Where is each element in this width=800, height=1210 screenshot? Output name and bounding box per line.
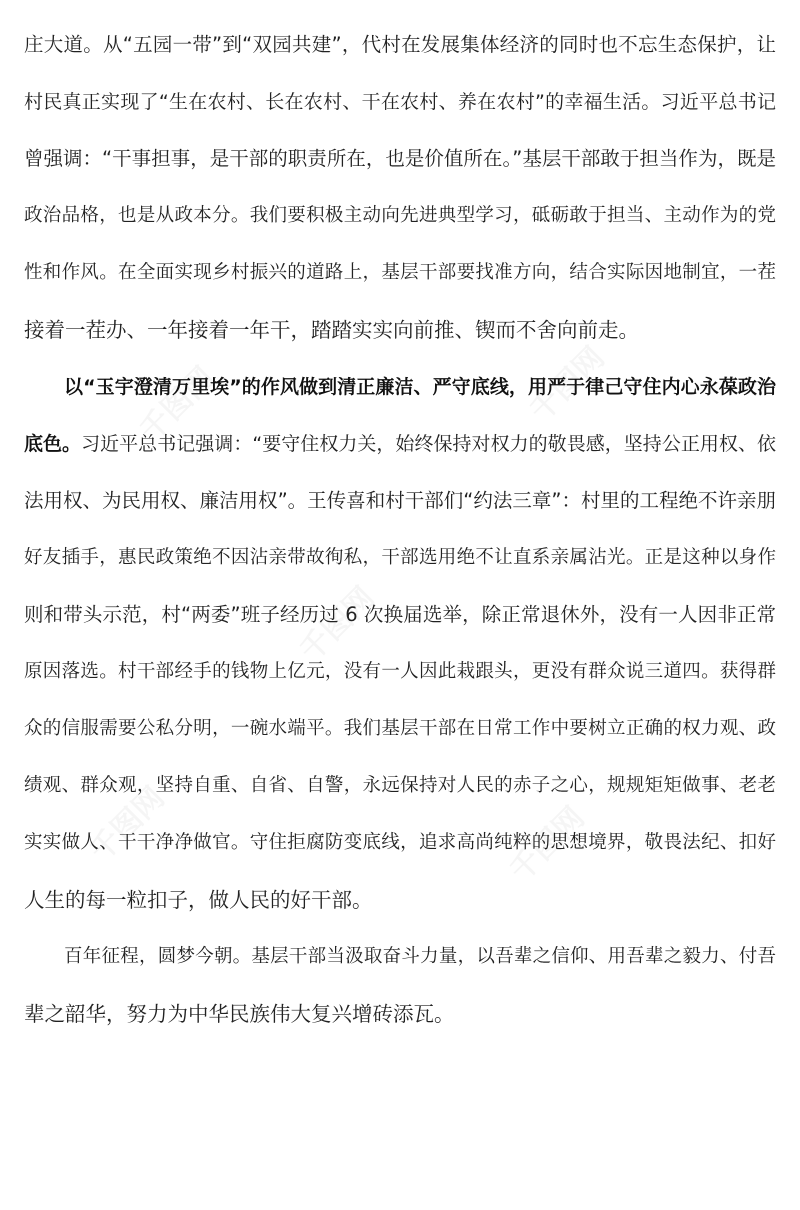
paragraph-line: 则和带头示范，村“两委”班子经历过 6 次换届选举，除正常退休外，没有一人因非正常 (24, 603, 776, 626)
paragraph-line: 实实做人、干干净净做官。守住拒腐防变底线，追求高尚纯粹的思想境界，敬畏法纪、扣好 (24, 832, 776, 853)
paragraph-line: 曾强调：“干事担事，是干部的职责所在，也是价值所在。”基层干部敢于担当作为，既是 (24, 147, 776, 170)
paragraph-line: 绩观、群众观，坚持自重、自省、自警，永远保持对人民的赤子之心，规规矩矩做事、老老 (24, 775, 776, 796)
paragraph-line: 接着一茬办、一年接着一年干，踏踏实实向前推、锲而不舍向前走。 (24, 318, 639, 342)
paragraph-text: 习近平总书记强调：“要守住权力关，始终保持对权力的敬畏感，坚持公正用权、依 (81, 433, 776, 455)
paragraph-line: 原因落选。村干部经手的钱物上亿元，没有一人因此栽跟头，更没有群众说三道四。获得群 (24, 661, 776, 682)
paragraph-line: 法用权、为民用权、廉洁用权”。王传喜和村干部们“约法三章”：村里的工程绝不许亲朋 (24, 489, 776, 512)
paragraph-line: 百年征程，圆梦今朝。基层干部当汲取奋斗力量，以吾辈之信仰、用吾辈之毅力、付吾 (64, 946, 776, 967)
paragraph-line (24, 429, 776, 459)
paragraph-line: 众的信服需要公私分明，一碗水端平。我们基层干部在日常工作中要树立正确的权力观、政 (24, 718, 776, 739)
paragraph-line: 庄大道。从“五园一带”到“双园共建”，代村在发展集体经济的同时也不忘生态保护，让 (24, 33, 776, 56)
bold-heading-text: 以“玉宇澄清万里埃”的作风做到清正廉洁、严守底线，用严于律己守住内心永葆政治 (64, 376, 776, 398)
paragraph-heading-line (64, 372, 776, 402)
bold-heading-text: 底色。 (24, 433, 82, 455)
paragraph-line: 政治品格，也是从政本分。我们要积极主动向先进典型学习，砥砺敢于担当、主动作为的党 (24, 205, 776, 226)
paragraph-line: 村民真正实现了“生在农村、长在农村、干在农村、养在农村”的幸福生活。习近平总书记 (24, 91, 776, 113)
paragraph-line: 好友插手，惠民政策绝不因沾亲带故徇私，干部选用绝不让直系亲属沾光。正是这种以身作 (24, 547, 776, 568)
paragraph-line: 人生的每一粒扣子，做人民的好干部。 (24, 888, 373, 912)
paragraph-line: 性和作风。在全面实现乡村振兴的道路上，基层干部要找准方向，结合实际因地制宜，一茬 (24, 262, 776, 283)
paragraph-line: 辈之韶华，努力为中华民族伟大复兴增砖添瓦。 (24, 1002, 455, 1026)
